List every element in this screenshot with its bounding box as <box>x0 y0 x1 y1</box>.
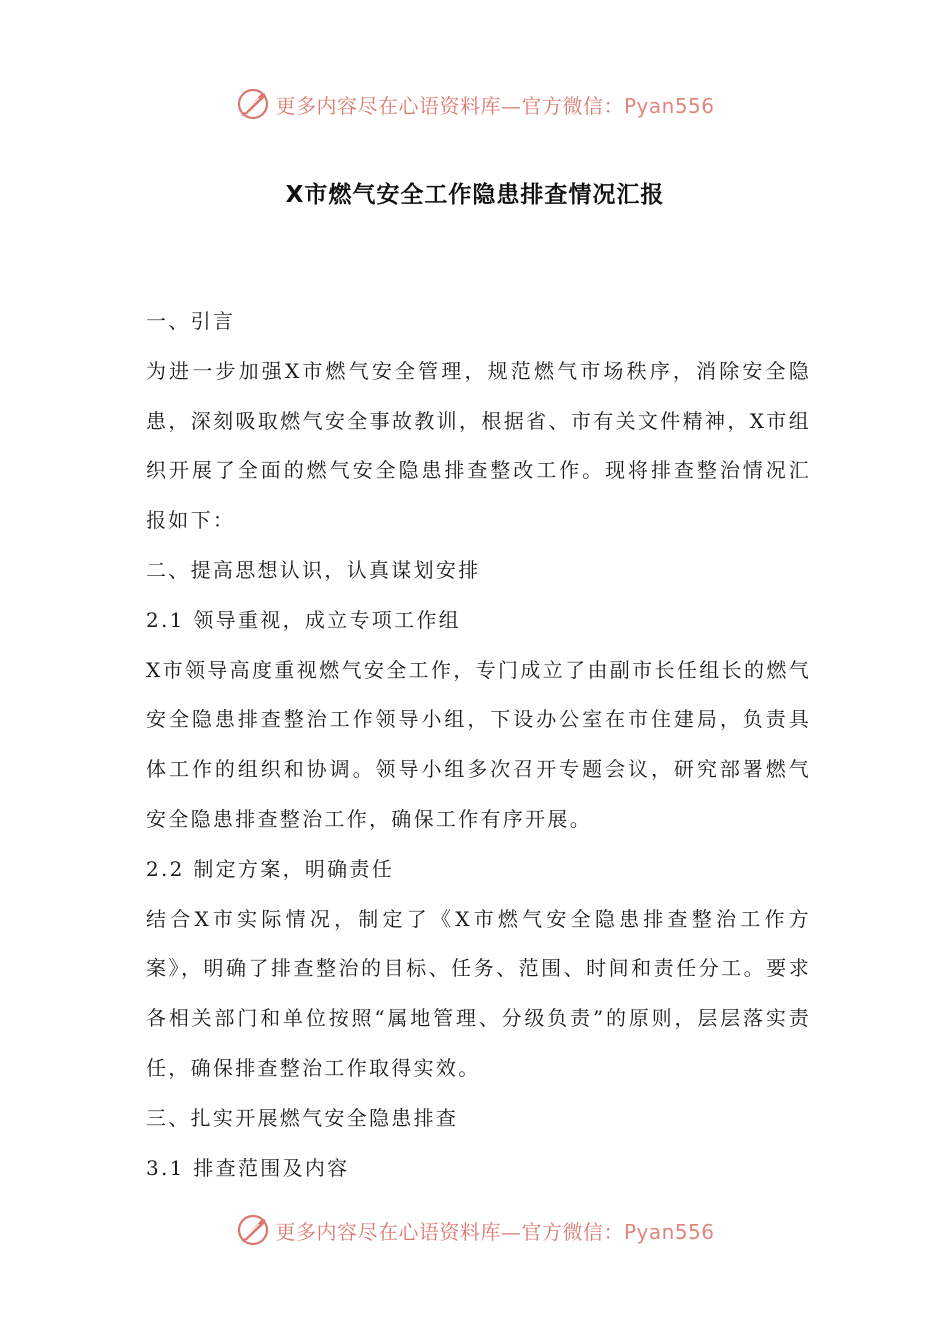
paragraph-intro: 为进一步加强X市燃气安全管理，规范燃气市场秩序，消除安全隐患，深刻吸取燃气安全事故教训，根据省、市有关文件精神，X市组织开展了全面的燃气安全隐患排查整改工作。现将排查整治情况汇报如下： <box>146 358 811 533</box>
subsection-heading-2-2: 2.2 制定方案，明确责任 <box>146 856 395 881</box>
subsection-heading-3-1: 3.1 排查范围及内容 <box>146 1155 350 1180</box>
wechat-id: Pyan556 <box>623 1219 715 1244</box>
watermark-text: 更多内容尽在心语资料库—官方微信：Pyan556 <box>275 1219 715 1244</box>
paragraph-2-1: X市领导高度重视燃气安全工作，专门成立了由副市长任组长的燃气安全隐患排查整治工作领导小组，下设办公室在市住建局，负责具体工作的组织和协调。领导小组多次召开专题会议，研究部署燃气安全隐患排查整治工作，确保工作有序开展。 <box>146 657 811 831</box>
wechat-id: Pyan556 <box>623 93 715 118</box>
section-heading-intro: 一、引言 <box>146 309 236 333</box>
paragraph-2-2: 结合X市实际情况，制定了《X市燃气安全隐患排查整治工作方案》，明确了排查整治的目标、任务、范围、时间和责任分工。要求各相关部门和单位按照“属地管理、分级负责”的原则，层层落实责任，确保排查整治工作取得实效。 <box>146 906 811 1080</box>
section-heading-2: 二、提高思想认识，认真谋划安排 <box>146 557 481 582</box>
header-watermark-banner <box>0 82 950 126</box>
quill-pen-logo-icon <box>235 1212 271 1248</box>
quill-pen-logo-icon <box>235 86 271 122</box>
footer-watermark-banner <box>0 1208 950 1252</box>
document-body <box>146 297 811 1193</box>
subsection-heading-2-1: 2.1 领导重视，成立专项工作组 <box>146 607 461 632</box>
watermark-text: 更多内容尽在心语资料库—官方微信：Pyan556 <box>275 93 715 118</box>
document-title: X市燃气安全工作隐患排查情况汇报 <box>285 182 665 208</box>
section-heading-3: 三、扎实开展燃气安全隐患排查 <box>146 1105 459 1130</box>
